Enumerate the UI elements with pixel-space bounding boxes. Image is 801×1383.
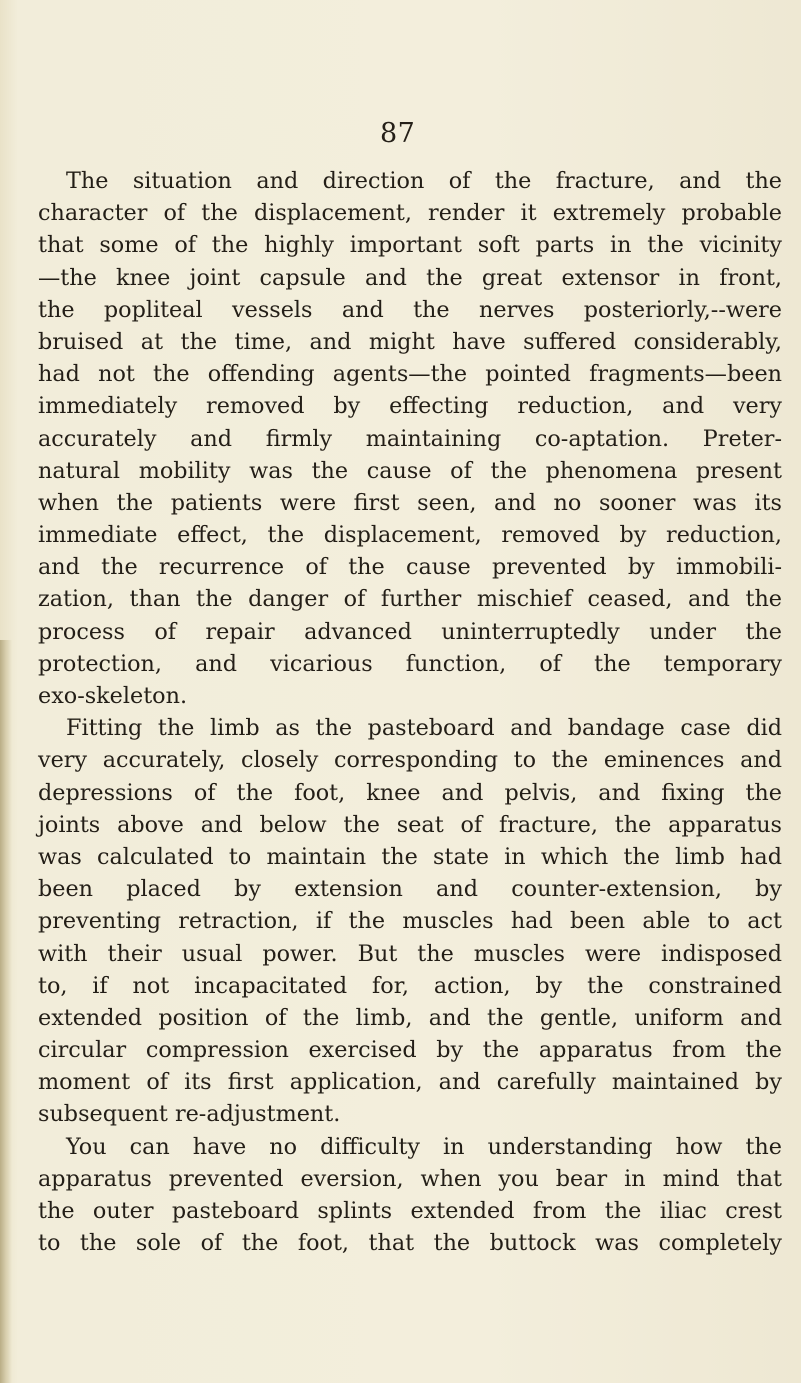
text-line: been placed by extension and counter-extension, by xyxy=(38,876,782,903)
text-line: and the recurrence of the cause prevented by immobili- xyxy=(38,554,782,581)
text-line: natural mobility was the cause of the phenomena present xyxy=(38,457,782,484)
page-number: 87 xyxy=(380,118,416,149)
paragraph-2 xyxy=(38,712,782,1130)
text-line: immediately removed by effecting reduction, and very xyxy=(38,393,782,420)
text-line: —the knee joint capsule and the great extensor in front, xyxy=(38,264,782,291)
text-line: preventing retraction, if the muscles had been able to act xyxy=(38,908,782,935)
text-line: that some of the highly important soft parts in the vicinity xyxy=(38,232,782,259)
text-line: the outer pasteboard splints extended from the iliac crest xyxy=(38,1198,782,1224)
text-line: was calculated to maintain the state in which the limb had xyxy=(38,843,782,870)
text-line: accurately and firmly maintaining co-aptation. Preter- xyxy=(38,425,782,452)
text-line: character of the displacement, render it extremely probable xyxy=(38,200,782,227)
text-line: circular compression exercised by the apparatus from the xyxy=(38,1037,782,1064)
text-line: when the patients were first seen, and no sooner was its xyxy=(38,489,782,516)
body-text xyxy=(38,165,782,1259)
text-line: immediate effect, the displacement, removed by reduction, xyxy=(38,522,782,549)
text-line: with their usual power. But the muscles were indisposed xyxy=(38,940,782,967)
text-line: moment of its first application, and carefully maintained by xyxy=(38,1069,782,1096)
text-line: had not the offending agents—the pointed fragments—been xyxy=(38,361,782,388)
paragraph-3 xyxy=(38,1131,782,1260)
text-line: bruised at the time, and might have suffered considerably, xyxy=(38,328,782,355)
text-line: process of repair advanced uninterruptedly under the xyxy=(38,618,782,645)
text-line: zation, than the danger of further mischief ceased, and the xyxy=(38,586,782,613)
text-line: depressions of the foot, knee and pelvis, and fixing the xyxy=(38,779,782,806)
text-line: to, if not incapacitated for, action, by the constrained xyxy=(38,972,782,999)
text-line: The situation and direction of the fracture, and the xyxy=(66,168,782,194)
text-line: subsequent re-adjustment. xyxy=(38,1101,341,1128)
paragraph-1 xyxy=(38,165,782,712)
text-line: You can have no difficulty in understanding how the xyxy=(66,1133,782,1160)
text-line: very accurately, closely corresponding to the eminences and xyxy=(38,747,782,774)
text-line: protection, and vicarious function, of the temporary xyxy=(38,650,782,677)
text-line: to the sole of the foot, that the buttock was completely xyxy=(38,1230,782,1257)
text-line: extended position of the limb, and the gentle, uniform and xyxy=(38,1004,782,1031)
text-line: exo-skeleton. xyxy=(38,683,188,709)
text-line: apparatus prevented eversion, when you bear in mind that xyxy=(38,1165,782,1192)
text-line: the popliteal vessels and the nerves posteriorly,--were xyxy=(38,296,782,323)
binding-gutter-shadow xyxy=(0,640,12,1383)
text-line: joints above and below the seat of fracture, the apparatus xyxy=(38,811,782,838)
text-line: Fitting the limb as the pasteboard and bandage case did xyxy=(66,715,782,742)
